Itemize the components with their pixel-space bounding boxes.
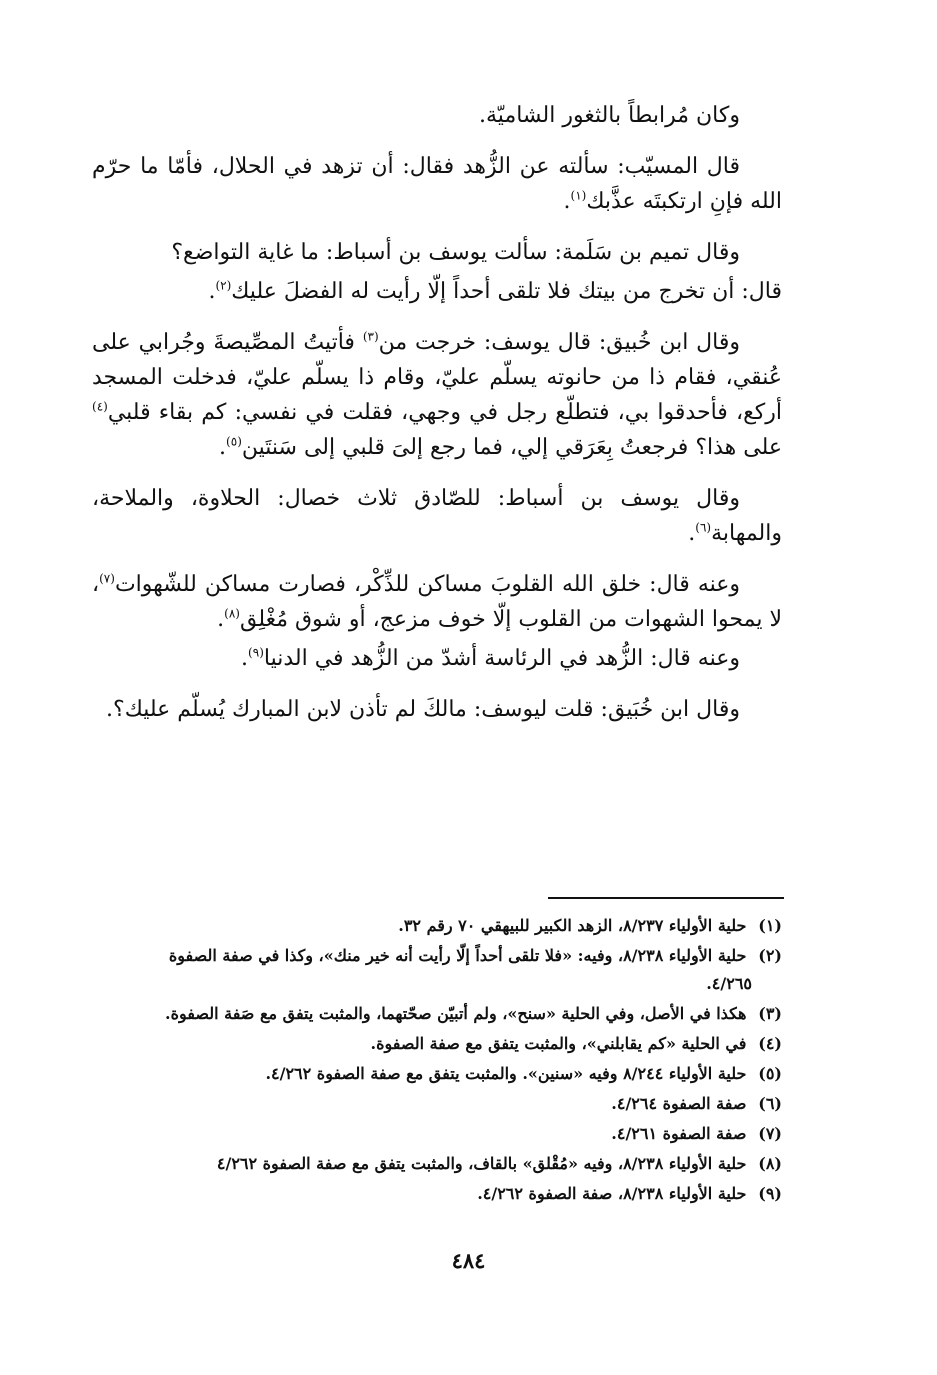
footnote-text: حلية الأولياء ٨/٢٣٨، وفيه «مُقْلق» بالقاف، والمثبت يتفق مع صفة الصفوة ٤/٢٦٢	[216, 1154, 747, 1173]
paragraph-text: وقال ابن خُبيق: قال يوسف: خرجت من	[378, 330, 740, 355]
footnote-number: (٩)	[758, 1184, 782, 1203]
footnote-text: هكذا في الأصل، وفي الحلية «سنح»، ولم أتبيّن صحّتهما، والمثبت يتفق مع صَفة الصفوة.	[165, 1004, 747, 1023]
paragraph-text: وقال يوسف بن أسباط: للصّادق ثلاث خصال: الحلاوة، والملاحة، والمهابة	[92, 486, 782, 546]
footnote-ref: (٣)	[362, 329, 379, 344]
footnote-ref: (٩)	[248, 645, 264, 660]
footnote-text: حلية الأولياء ٨/٢٣٧، الزهد الكبير للبيهقي ٧٠ رقم ٣٢.	[398, 916, 747, 935]
footnote-4	[92, 1030, 782, 1058]
paragraph-tail: فأتيتُ المصِّيصةَ وجُرابي على عُنقي، فقام ذا من حانوته يسلّم عليّ، وقام ذا يسلّم عليّ، فدخلت المسجد أركع، فأحدقوا بي، فتطلّع رجل في وجهي، فقلت في نفسي: كم بقاء قلبي	[92, 330, 782, 425]
footnote-ref: (٥)	[226, 434, 242, 449]
paragraph-4	[92, 274, 782, 309]
footnote-number: (٢)	[758, 946, 782, 965]
paragraph-8	[92, 641, 782, 676]
footnote-text: صفة الصفوة ٤/٢٦١.	[611, 1124, 747, 1143]
footnote-number: (٣)	[758, 1004, 782, 1023]
footnote-ref: (١)	[570, 188, 587, 203]
footnote-number: (٤)	[758, 1034, 782, 1053]
footnote-number: (٧)	[758, 1124, 782, 1143]
paragraph-6	[92, 481, 782, 551]
paragraph-2	[92, 149, 782, 219]
footnotes	[92, 912, 782, 1210]
paragraph-tail: .	[241, 646, 249, 671]
paragraph-tail: .	[688, 521, 696, 546]
paragraph-tail: .	[217, 607, 225, 632]
paragraph-text: وقال ابن خُبَيق: قلت ليوسف: مالكَ لم تأذن لابن المبارك يُسلّم عليك؟.	[106, 697, 740, 722]
paragraph-text: قال المسيّب: سألته عن الزُّهد فقال: أن تزهد في الحلال، فأمّا ما حرّم الله فإنِ ارتكبتَه عذَّبك	[92, 154, 782, 214]
footnote-number: (٥)	[758, 1064, 782, 1083]
paragraph-tail: .	[219, 435, 227, 460]
footnote-continuation: ٤/٢٦٥.	[706, 974, 752, 993]
paragraph-text: وعنه قال: خلق الله القلوبَ مساكن للذِّكْر، فصارت مساكن للشّهوات	[114, 572, 740, 597]
paragraph-9	[92, 692, 782, 727]
paragraph-text: وعنه قال: الزُّهد في الرئاسة أشدّ من الزُّهد في الدنيا	[263, 646, 740, 671]
footnote-text: صفة الصفوة ٤/٢٦٤.	[611, 1094, 747, 1113]
footnote-number: (٨)	[758, 1154, 782, 1173]
footnote-divider	[548, 897, 784, 899]
footnote-1	[92, 912, 782, 940]
footnote-ref: (٧)	[99, 571, 115, 586]
paragraph-1	[92, 98, 782, 133]
footnote-text: حلية الأولياء ٨/٢٤٤ وفيه «سنين». والمثبت يتفق مع صفة الصفوة ٤/٢٦٢.	[265, 1064, 747, 1083]
paragraph-5	[92, 325, 782, 465]
footnote-8	[92, 1150, 782, 1178]
footnote-2	[92, 942, 782, 998]
paragraph-text: وقال تميم بن سَلَمة: سألت يوسف بن أسباط: ما غاية التواضع؟	[171, 240, 740, 265]
paragraph-3	[92, 235, 782, 270]
footnote-6	[92, 1090, 782, 1118]
footnote-ref: (٢)	[215, 278, 232, 293]
footnote-ref: (٨)	[224, 606, 240, 621]
main-text	[92, 98, 782, 743]
page-number: ٤٨٤	[451, 1248, 486, 1273]
paragraph-text: على هذا؟ فرجعتُ بِعَرَقي إلي، فما رجع إلىَ قلبي إلى سَنتَين	[241, 435, 782, 460]
paragraph-tail: .	[208, 279, 216, 304]
footnote-3	[92, 1000, 782, 1028]
paragraph-text: قال: أن تخرج من بيتك فلا تلقى أحداً إلّا رأيت له الفضلَ عليك	[231, 279, 782, 304]
footnote-text: في الحلية «كم يقابلني»، والمثبت يتفق مع صفة الصفوة.	[370, 1034, 747, 1053]
footnote-text: حلية الأولياء ٨/٢٣٨، صفة الصفوة ٤/٢٦٢.	[477, 1184, 747, 1203]
footnote-ref: (٦)	[695, 520, 712, 535]
paragraph-tail: .	[563, 189, 571, 214]
paragraph-7	[92, 567, 782, 637]
footnote-ref: (٤)	[92, 399, 108, 414]
footnote-number: (١)	[758, 916, 782, 935]
footnote-9	[92, 1180, 782, 1208]
footnote-5	[92, 1060, 782, 1088]
footnote-7	[92, 1120, 782, 1148]
paragraph-tail: ، لا يمحوا الشهوات من القلوب إلّا خوف مزعج، أو شوق مُغْلِق	[92, 572, 782, 632]
footnote-text: حلية الأولياء ٨/٢٣٨، وفيه: «فلا تلقى أحداً إلّا رأيت أنه خير منك»، وكذا في صفة الصفوة	[168, 946, 747, 965]
footnote-number: (٦)	[758, 1094, 782, 1113]
paragraph-text: وكان مُرابطاً بالثغور الشاميّة.	[479, 103, 740, 128]
